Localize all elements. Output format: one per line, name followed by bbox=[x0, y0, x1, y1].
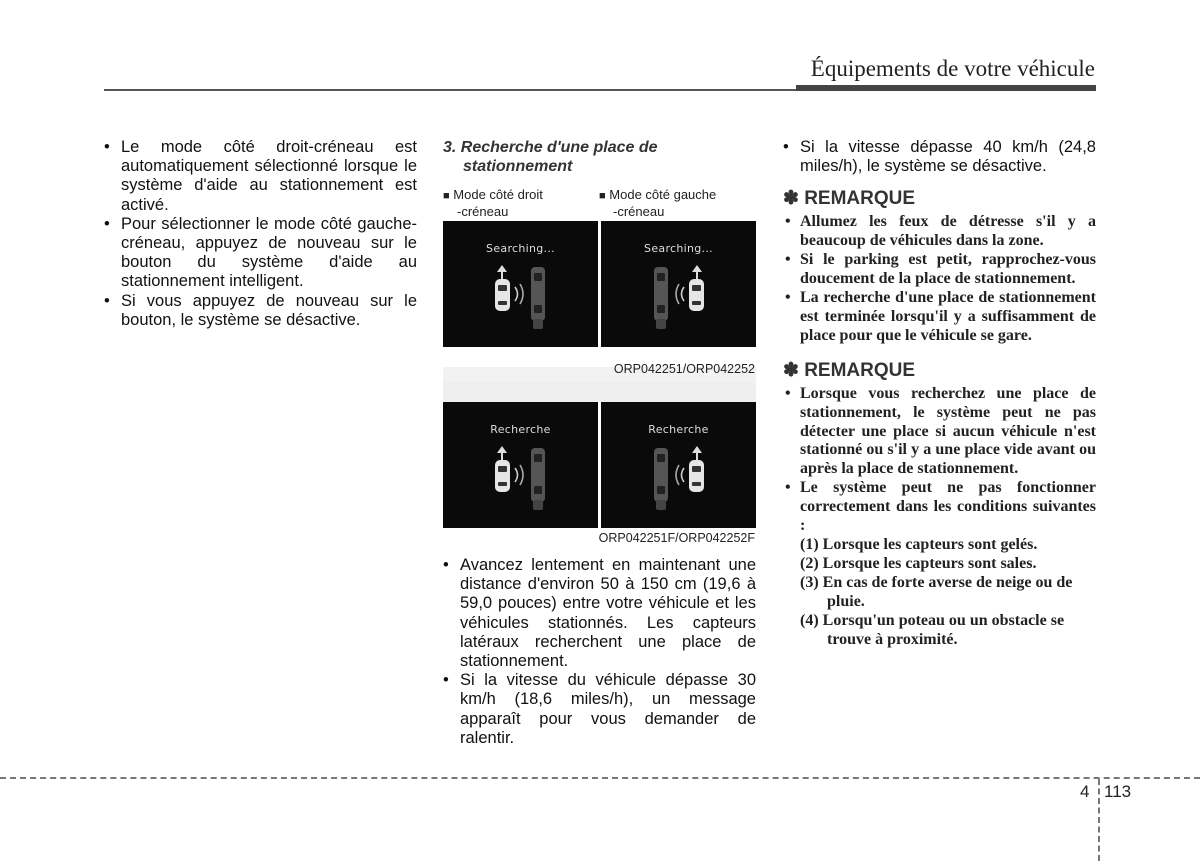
condition-item: (2) Lorsque les capteurs sont sales. bbox=[800, 554, 1037, 572]
condition-list bbox=[800, 536, 1096, 649]
figure-row-searching bbox=[443, 221, 756, 347]
header-rule bbox=[104, 89, 796, 91]
remark-list bbox=[783, 213, 1096, 345]
remark-title: ✽ REMARQUE bbox=[783, 188, 916, 210]
image-code: ORP042251/ORP042252 bbox=[443, 347, 756, 382]
section-heading: 3. Recherche d'une place de stationnement bbox=[443, 139, 658, 175]
caption-text: -créneau bbox=[613, 204, 665, 219]
remark-item: • Lorsque vous recherchez une place de stationnement, le système peut ne pas détecter une place si aucun véhicule n'est stationné ou s'il y a une place vide avant ou après la place de stationnement. bbox=[783, 385, 1096, 480]
remark-list bbox=[783, 385, 1096, 650]
parking-car-icon bbox=[601, 402, 756, 528]
remark-item-text: Le système peut ne pas fonctionner correctement dans les conditions suivantes : bbox=[800, 479, 1096, 535]
caption-right-mode bbox=[443, 187, 599, 221]
column-left bbox=[104, 138, 417, 330]
condition-item: (3) En cas de forte averse de neige ou de pluie. bbox=[800, 573, 1073, 610]
footer-rule bbox=[0, 777, 1200, 779]
condition-item: (1) Lorsque les capteurs sont gelés. bbox=[800, 536, 1038, 553]
display-text: Recherche bbox=[648, 423, 709, 436]
parking-car-icon bbox=[601, 221, 756, 347]
bullet-list bbox=[443, 556, 756, 748]
remark-item: • La recherche d'une place de stationnement est terminée lorsqu'il y a suffisamment de place pour que le véhicule se gare. bbox=[783, 289, 1096, 346]
footer-divider bbox=[1098, 779, 1100, 861]
column-middle bbox=[443, 138, 756, 748]
image-code: ORP042251F/ORP042252F bbox=[598, 531, 755, 545]
list-item: • Si la vitesse du véhicule dépasse 30 km/h (18,6 miles/h), un message apparaît pour vous demander de ralentir. bbox=[443, 671, 756, 748]
bullet-list bbox=[783, 138, 1096, 176]
page-number: 113 bbox=[1104, 782, 1132, 801]
display-text: Searching... bbox=[486, 242, 555, 255]
figure bbox=[443, 187, 756, 548]
figure-captions bbox=[443, 187, 756, 221]
figure-divider bbox=[443, 382, 756, 402]
remark-item bbox=[783, 479, 1096, 649]
list-item: • Si vous appuyez de nouveau sur le bouton, le système se désactive. bbox=[104, 292, 417, 330]
display-panel bbox=[601, 221, 756, 347]
display-panel bbox=[443, 221, 598, 347]
parking-car-icon bbox=[443, 221, 598, 347]
header-rule-accent bbox=[796, 85, 1096, 91]
figure-row-recherche bbox=[443, 402, 756, 528]
chapter-number: 4 bbox=[1080, 782, 1090, 801]
remark-item: • Allumez les feux de détresse s'il y a beaucoup de véhicules dans la zone. bbox=[783, 213, 1096, 251]
caption-marker: ■ bbox=[599, 190, 606, 202]
caption-text: Mode côté droit bbox=[453, 187, 543, 202]
list-item: • Le mode côté droit-créneau est automatiquement sélectionné lorsque le système d'aide au stationnement est activé. bbox=[104, 138, 417, 215]
caption-marker: ■ bbox=[443, 190, 450, 202]
remark-title: ✽ REMARQUE bbox=[783, 359, 916, 381]
caption-text: -créneau bbox=[457, 204, 509, 219]
display-panel bbox=[601, 402, 756, 528]
caption-text: Mode côté gauche bbox=[609, 187, 717, 202]
page-header-title: Équipements de votre véhicule bbox=[810, 56, 1095, 81]
list-item: • Si la vitesse dépasse 40 km/h (24,8 miles/h), le système se désactive. bbox=[783, 138, 1096, 176]
column-right bbox=[783, 138, 1096, 649]
condition-item: (4) Lorsqu'un poteau ou un obstacle se trouve à proximité. bbox=[800, 611, 1065, 648]
caption-left-mode bbox=[599, 187, 755, 221]
remark-item: • Si le parking est petit, rapprochez-vous doucement de la place de stationnement. bbox=[783, 251, 1096, 289]
list-item: • Pour sélectionner le mode côté gauche-créneau, appuyez de nouveau sur le bouton du système d'aide au stationnement intelligent. bbox=[104, 215, 417, 292]
list-item: • Avancez lentement en maintenant une distance d'environ 50 à 150 cm (19,6 à 59,0 pouces) entre votre véhicule et les véhicules stationnés. Les capteurs latéraux recherchent une place de stationnement. bbox=[443, 556, 756, 671]
display-text: Searching... bbox=[644, 242, 713, 255]
display-panel bbox=[443, 402, 598, 528]
bullet-list bbox=[104, 138, 417, 330]
parking-car-icon bbox=[443, 402, 598, 528]
display-text: Recherche bbox=[490, 423, 551, 436]
